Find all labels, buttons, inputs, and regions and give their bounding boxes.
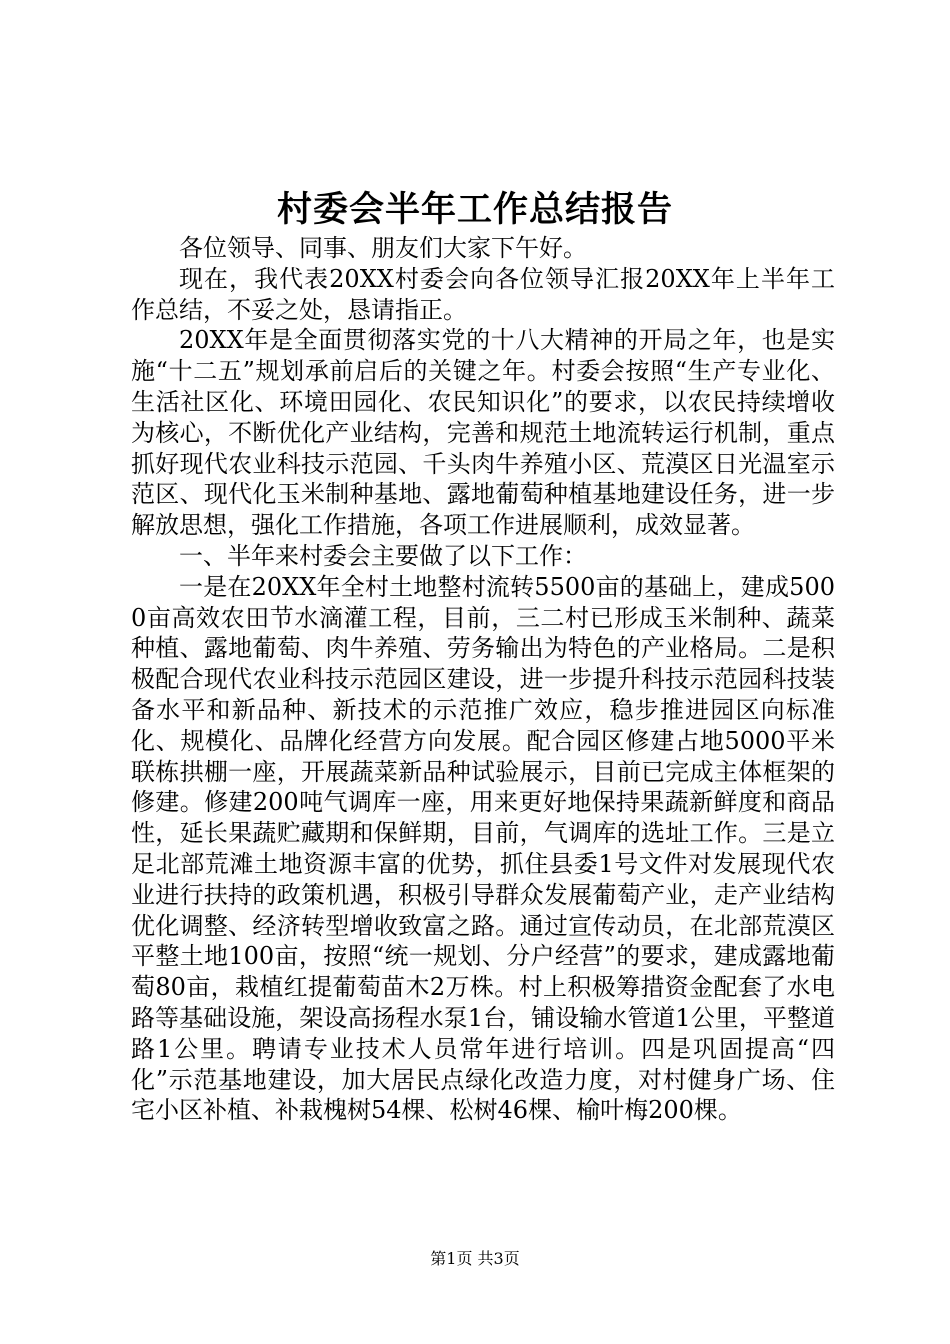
section-heading: 一、半年来村委会主要做了以下工作： — [179, 541, 587, 570]
document-body — [131, 233, 835, 1126]
document-title: 村委会半年工作总结报告 — [276, 189, 673, 230]
paragraph-intro: 现在，我代表20XX村委会向各位领导汇报20XX年上半年工作总结，不妥之处，恳请指正。 — [131, 264, 835, 324]
paragraph-work-details: 一是在20XX年全村土地整村流转5500亩的基础上，建成5000亩高效农田节水滴灌工程，目前，三二村已形成玉米制种、蔬菜种植、露地葡萄、肉牛养殖、劳务输出为特色的产业格局。二是积极配合现代农业科技示范园区建设，进一步提升科技示范园科技装备水平和新品种、新技术的示范推广效应，稳步推进园区向标准化、规模化、品牌化经营方向发展。配合园区修建占地5000平米联栋拱棚一座，开展蔬菜新品种试验展示，目前已完成主体框架的修建。修建200吨气调库一座，用来更好地保持果蔬新鲜度和商品性，延长果蔬贮藏期和保鲜期，目前，气调库的选址工作。三是立足北部荒滩土地资源丰富的优势，抓住县委1号文件对发展现代农业进行扶持的政策机遇，积极引导群众发展葡萄产业，走产业结构优化调整、经济转型增收致富之路。通过宣传动员，在北部荒漠区平整土地100亩，按照“统一规划、分户经营”的要求，建成露地葡萄80亩，栽植红提葡萄苗木2万株。村上积极筹措资金配套了水电路等基础设施，架设高扬程水泵1台，铺设输水管道1公里，平整道路1公里。聘请专业技术人员常年进行培训。四是巩固提高“四化”示范基地建设，加大居民点绿化改造力度，对村健身广场、住宅小区补植、补栽槐树54棵、松树46棵、榆叶梅200棵。 — [131, 572, 835, 1125]
paragraph-overview: 20XX年是全面贯彻落实党的十八大精神的开局之年，也是实施“十二五”规划承前启后的关键之年。村委会按照“生产专业化、生活社区化、环境田园化、农民知识化”的要求，以农民持续增收为核心，不断优化产业结构，完善和规范土地流转运行机制，重点抓好现代农业科技示范园、千头肉牛养殖小区、荒漠区日光温室示范区、现代化玉米制种基地、露地葡萄种植基地建设任务，进一步解放思想，强化工作措施，各项工作进展顺利，成效显著。 — [131, 326, 835, 540]
page-number-footer: 第1页 共3页 — [430, 1249, 520, 1268]
paragraph-greeting: 各位领导、同事、朋友们大家下午好。 — [179, 234, 587, 262]
